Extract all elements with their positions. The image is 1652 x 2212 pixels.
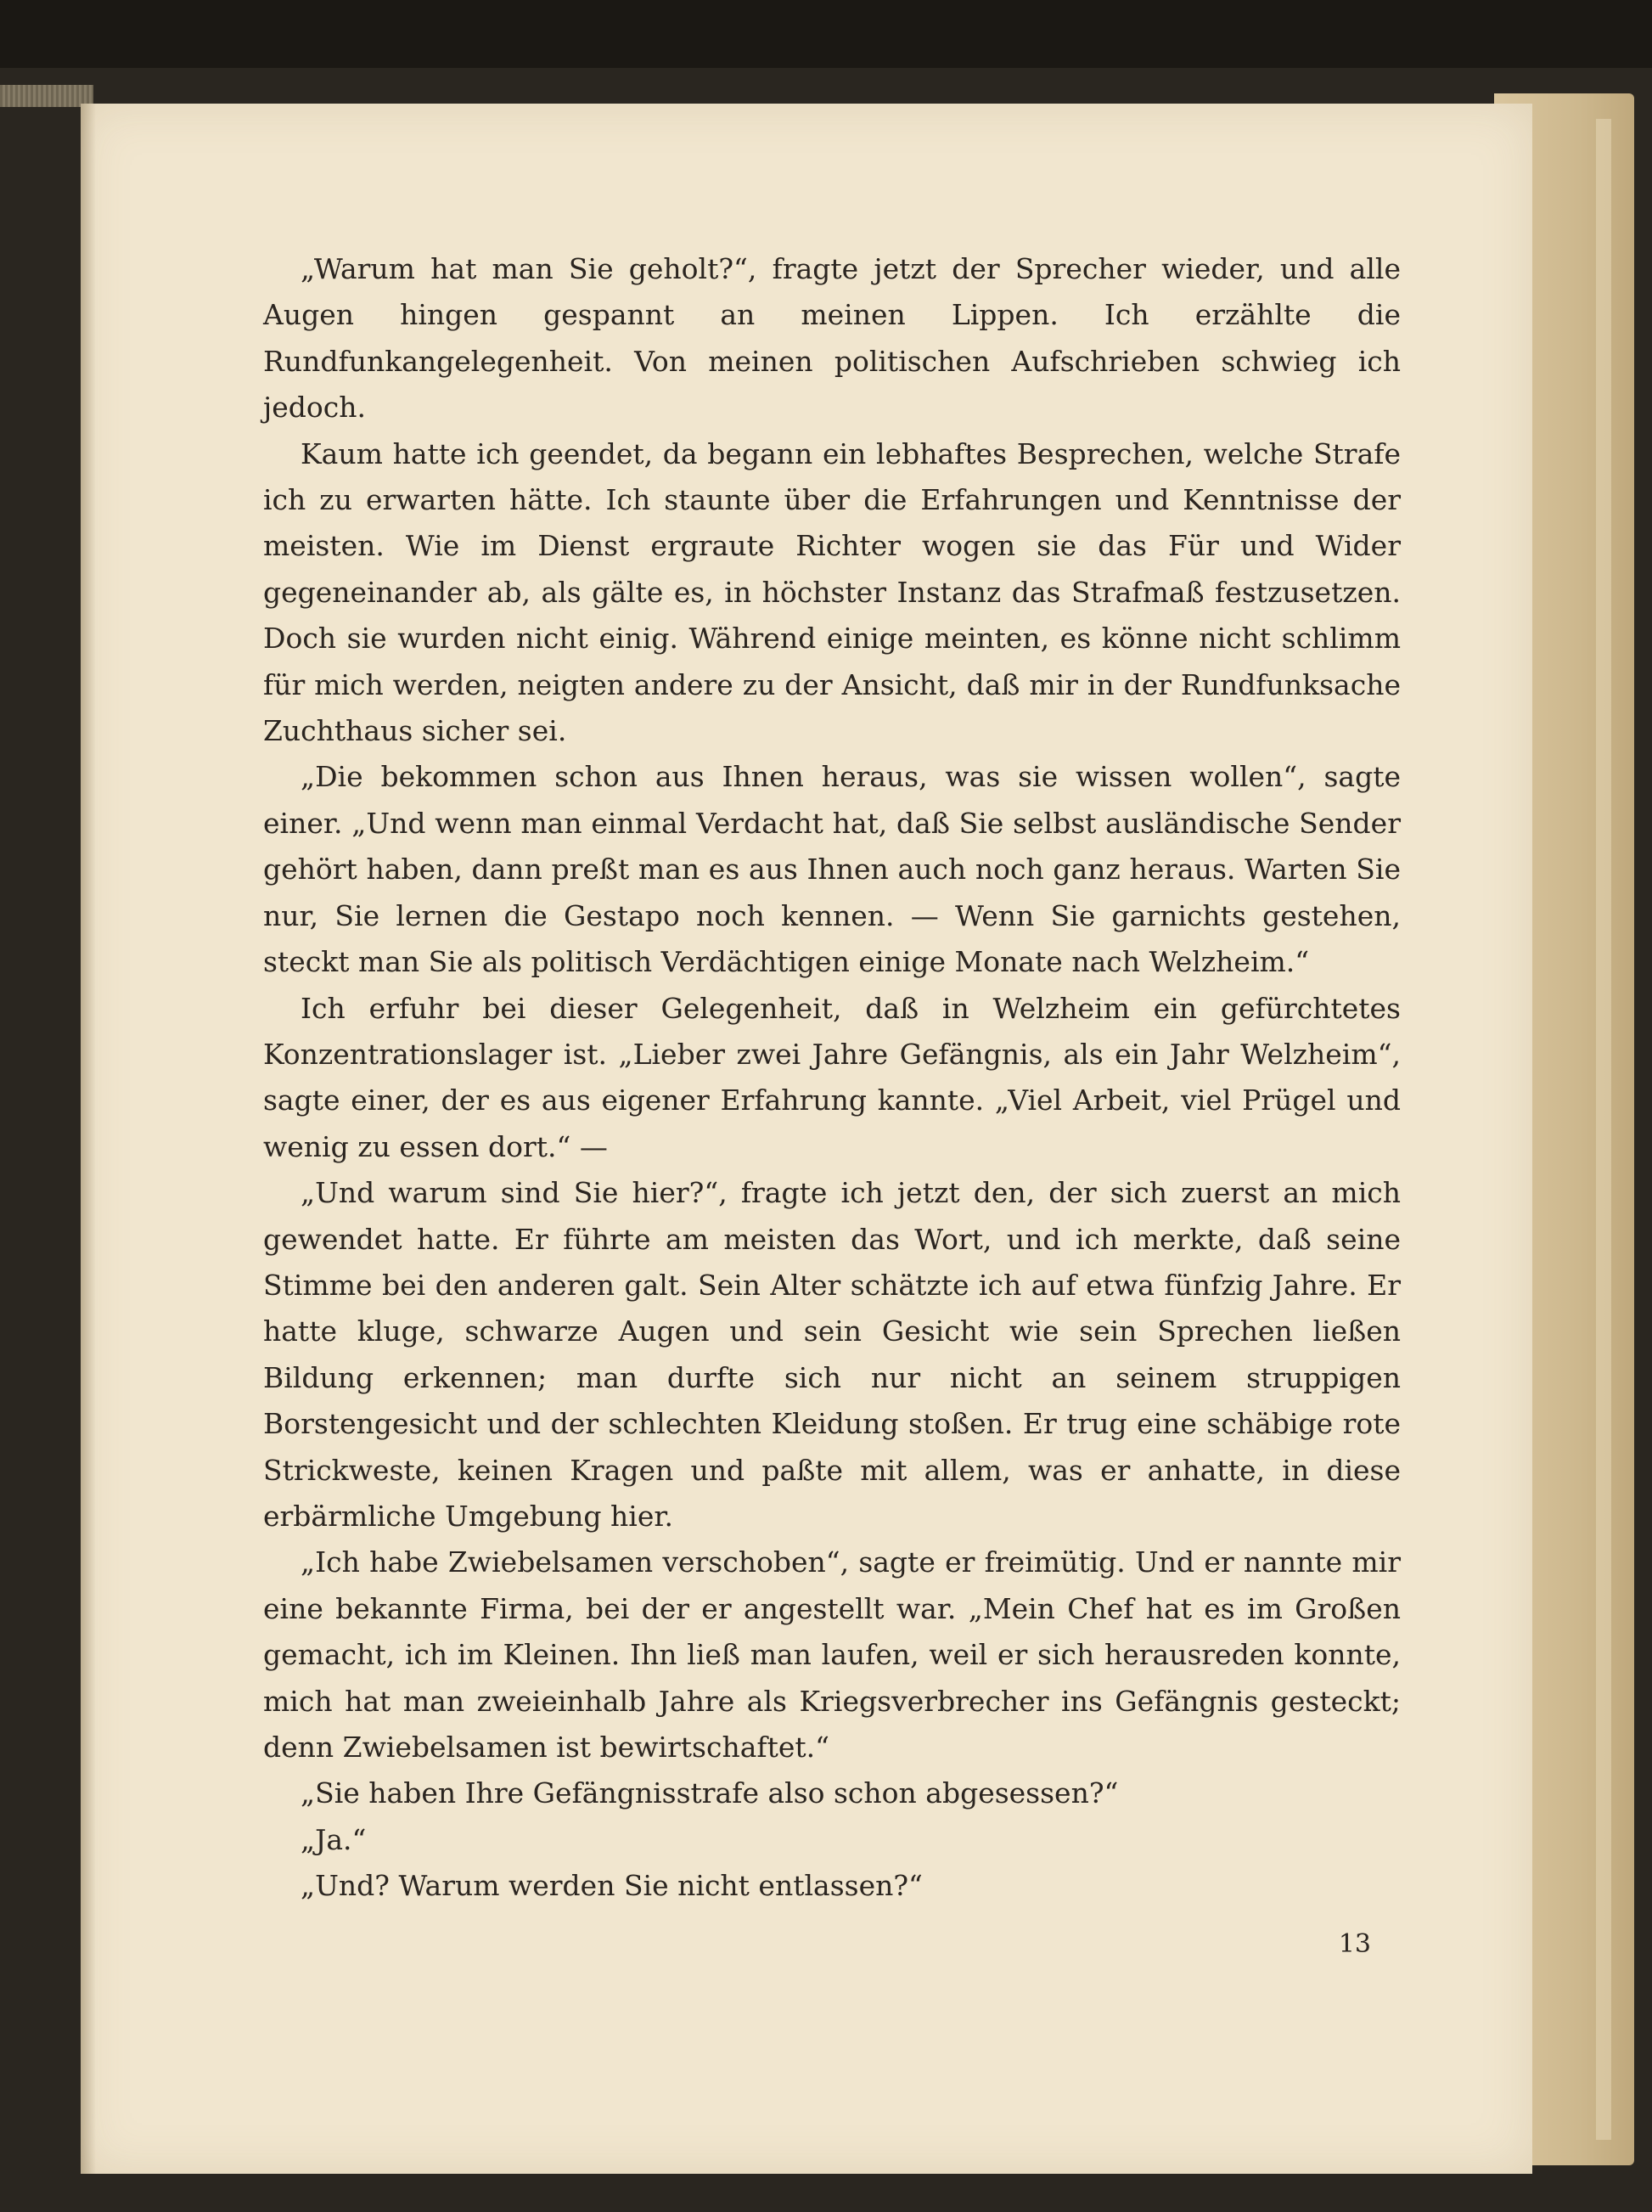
paragraph-1: „Warum hat man Sie geholt?“, fragte jetzt der Sprecher wieder, und alle Augen hingen gespannt an meinen Lippen. Ich erzählte die Rundfunkangelegenheit. Von meinen politischen Aufschrieben schwieg ich jedoch. xyxy=(263,252,1401,425)
paragraph-4: Ich erfuhr bei dieser Gelegenheit, daß in Welzheim ein gefürchtetes Konzentrationslager ist. „Lieber zwei Jahre Gefängnis, als ein Jahr Welzheim“, sagte einer, der es aus eigener Erfahrung kannte. „Viel Arbeit, viel Prügel und wenig zu essen dort.“ — xyxy=(263,991,1401,1163)
page-number: 13 xyxy=(1338,1929,1371,1959)
paragraph-9: „Und? Warum werden Sie nicht entlassen?“ xyxy=(301,1869,923,1903)
book-page xyxy=(81,104,1532,2174)
page-edge-highlight xyxy=(1596,119,1611,2140)
body-text xyxy=(263,246,1401,1910)
paragraph-3: „Die bekommen schon aus Ihnen heraus, was sie wissen wollen“, sagte einer. „Und wenn man einmal Verdacht hat, daß Sie selbst ausländische Sender gehört haben, dann preßt man es aus Ihnen auch noch ganz heraus. Warten Sie nur, Sie lernen die Gestapo noch kennen. — Wenn Sie garnichts gestehen, steckt man Sie als politisch Verdächtigen einige Monate nach Welzheim.“ xyxy=(263,760,1401,979)
paragraph-2: Kaum hatte ich geendet, da begann ein lebhaftes Besprechen, welche Strafe ich zu erwarten hätte. Ich staunte über die Erfahrungen und Kenntnisse der meisten. Wie im Dienst ergraute Richter wogen sie das Für und Wider gegeneinander ab, als gälte es, in höchster Instanz das Strafmaß festzusetzen. Doch sie wurden nicht einig. Während einige meinten, es könne nicht schlimm für mich werden, neigten andere zu der Ansicht, daß mir in der Rundfunksache Zuchthaus sicher sei. xyxy=(263,436,1401,748)
paragraph-5: „Und warum sind Sie hier?“, fragte ich jetzt den, der sich zuerst an mich gewendet hatte. Er führte am meisten das Wort, und ich merkte, daß seine Stimme bei den anderen galt. Sein Alter schätzte ich auf etwa fünfzig Jahre. Er hatte kluge, schwarze Augen und sein Gesicht wie sein Sprechen ließen Bildung erkennen; man durfte sich nur nicht an seinem struppigen Borstengesicht und der schlechten Kleidung stoßen. Er trug eine schäbige rote Strickweste, keinen Kragen und paßte mit allem, was er anhatte, in diese erbärmliche Umgebung hier. xyxy=(263,1176,1401,1533)
gutter-shadow xyxy=(81,104,96,2174)
paragraph-8: „Ja.“ xyxy=(301,1822,367,1856)
paragraph-6: „Ich habe Zwiebelsamen verschoben“, sagte er freimütig. Und er nannte mir eine bekannte Firma, bei der er angestellt war. „Mein Chef hat es im Großen gemacht, ich im Kleinen. Ihn ließ man laufen, weil er sich herausreden konnte, mich hat man zweieinhalb Jahre als Kriegsverbrecher ins Gefängnis gesteckt; denn Zwiebelsamen ist bewirtschaftet.“ xyxy=(263,1545,1401,1764)
binding-cloth xyxy=(0,85,93,107)
paragraph-7: „Sie haben Ihre Gefängnisstrafe also schon abgesessen?“ xyxy=(301,1776,1119,1810)
